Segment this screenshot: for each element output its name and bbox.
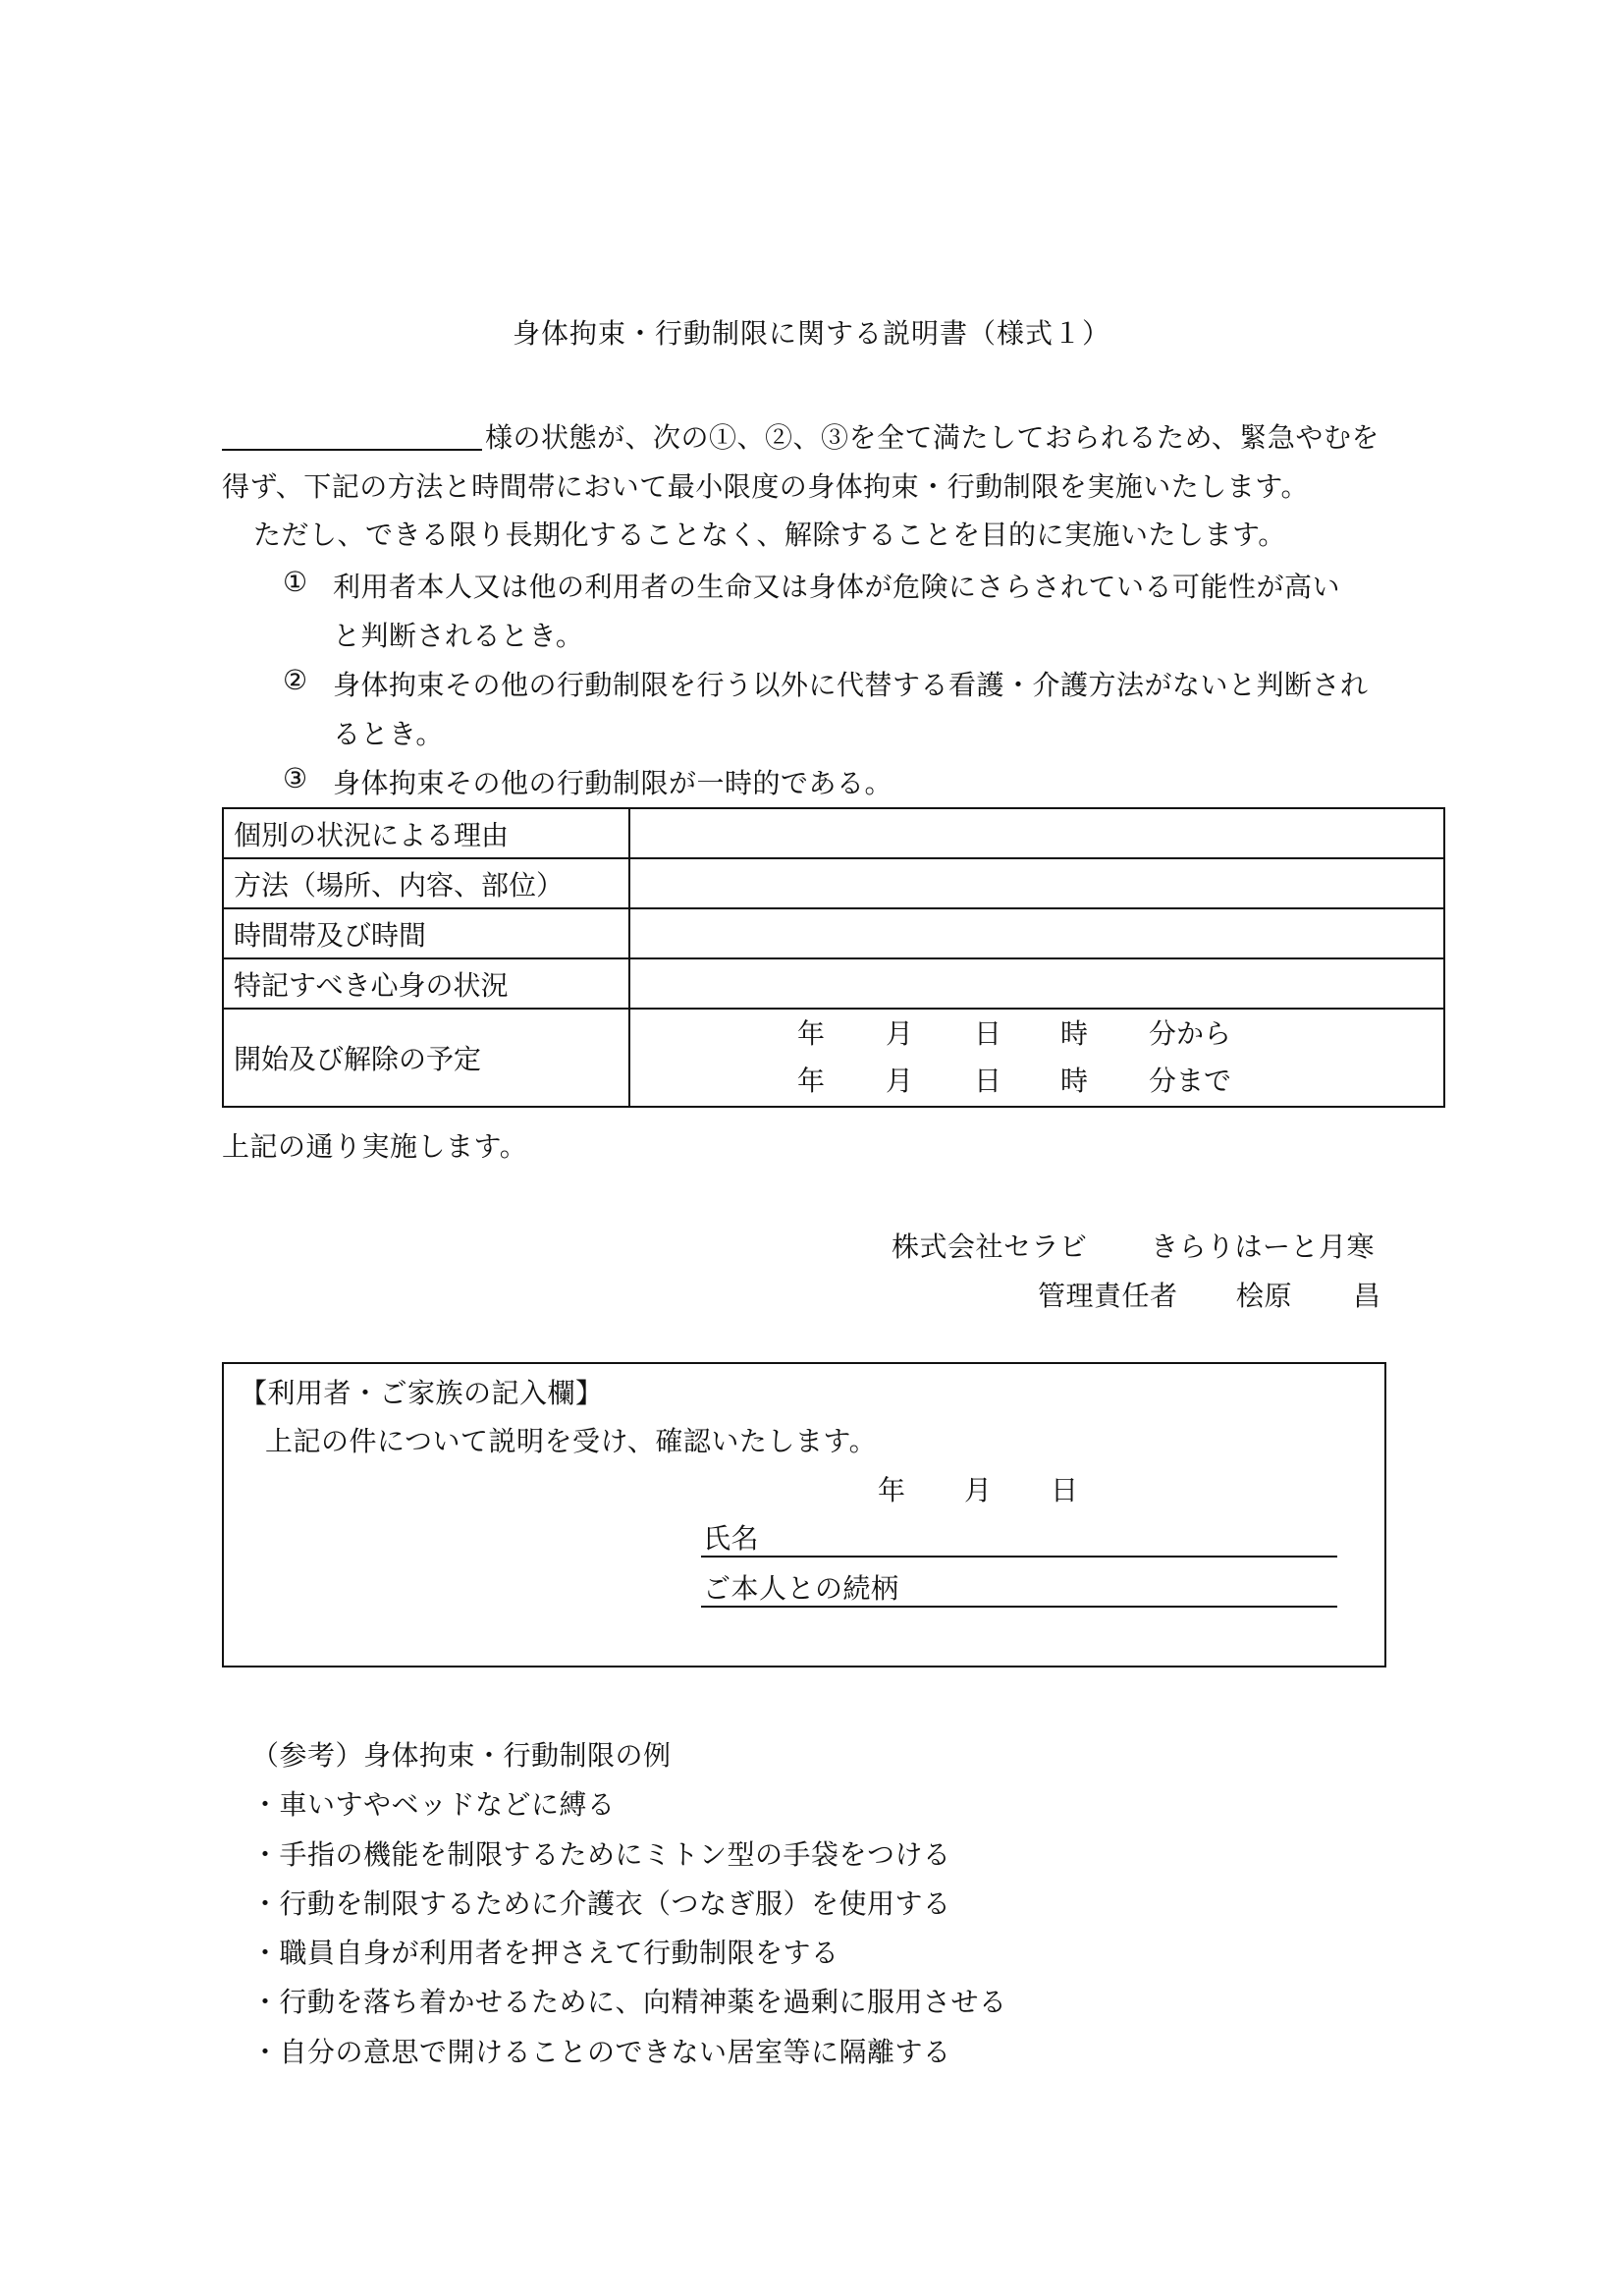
manager-role: 管理責任者 <box>1038 1280 1178 1312</box>
reason-label: 個別の状況による理由 <box>223 808 629 858</box>
start-day-unit: 日 <box>974 1017 1002 1050</box>
schedule-start-line <box>640 1011 1434 1058</box>
method-label: 方法（場所、内容、部位） <box>223 858 629 908</box>
end-year-unit: 年 <box>797 1065 826 1097</box>
mental-physical-condition-label: 特記すべき心身の状況 <box>223 958 629 1009</box>
table-row <box>223 908 1444 958</box>
family-day-unit: 日 <box>1051 1474 1079 1506</box>
reference-item: ・手指の機能を制限するためにミトン型の手袋をつける <box>251 1838 951 1871</box>
intro-line-1: 様の状態が、次の①、②、③を全て満たしておられるため、緊急やむを <box>485 421 1380 454</box>
table-row <box>223 858 1444 908</box>
family-statement: 上記の件について説明を受け、確認いたします。 <box>265 1425 878 1457</box>
condition-3-line-1: 身体拘束その他の行動制限が一時的である。 <box>333 767 893 799</box>
time-period-field[interactable] <box>629 908 1444 958</box>
start-minute-suffix: 分から <box>1149 1017 1232 1050</box>
manager-given-name: 昌 <box>1353 1280 1381 1312</box>
reference-item: ・自分の意思で開けることのできない居室等に隔離する <box>251 2036 951 2068</box>
patient-name-blank[interactable] <box>222 449 482 451</box>
restraint-details-table <box>222 807 1445 1108</box>
schedule-field[interactable] <box>629 1009 1444 1107</box>
reference-heading: （参考）身体拘束・行動制限の例 <box>251 1739 672 1772</box>
start-month-unit: 月 <box>886 1017 914 1050</box>
time-period-label: 時間帯及び時間 <box>223 908 629 958</box>
intro-line-3: ただし、できる限り長期化することなく、解除することを目的に実施いたします。 <box>253 519 1286 551</box>
family-entry-box <box>222 1362 1386 1667</box>
schedule-label: 開始及び解除の予定 <box>223 1009 629 1107</box>
end-month-unit: 月 <box>886 1065 914 1097</box>
start-year-unit: 年 <box>797 1017 826 1050</box>
reason-field[interactable] <box>629 808 1444 858</box>
end-hour-unit: 時 <box>1060 1065 1089 1097</box>
reference-item: ・行動を落ち着かせるために、向精神薬を過剰に服用させる <box>251 1986 1007 2018</box>
family-month-unit: 月 <box>964 1474 993 1506</box>
manager-surname: 桧原 <box>1236 1280 1293 1312</box>
mental-physical-condition-field[interactable] <box>629 958 1444 1009</box>
condition-3-number: ③ <box>283 762 308 794</box>
schedule-end-line <box>640 1058 1434 1105</box>
conclusion-text: 上記の通り実施します。 <box>222 1130 528 1163</box>
table-row <box>223 958 1444 1009</box>
relation-field[interactable] <box>701 1606 1337 1608</box>
condition-2-line-2: るとき。 <box>333 718 444 750</box>
facility-name: きらりはーと月寒 <box>1151 1230 1376 1263</box>
condition-1-line-2: と判断されるとき。 <box>333 620 584 652</box>
document-title: 身体拘束・行動制限に関する説明書（様式１） <box>512 317 1110 350</box>
end-minute-suffix: 分まで <box>1149 1065 1232 1097</box>
end-day-unit: 日 <box>974 1065 1002 1097</box>
intro-line-2: 得ず、下記の方法と時間帯において最小限度の身体拘束・行動制限を実施いたします。 <box>222 470 1310 503</box>
family-box-heading: 【利用者・ご家族の記入欄】 <box>240 1377 604 1409</box>
company-name: 株式会社セラビ <box>892 1230 1088 1263</box>
condition-2-number: ② <box>283 664 308 696</box>
condition-2-line-1: 身体拘束その他の行動制限を行う以外に代替する看護・介護方法がないと判断され <box>333 669 1369 701</box>
method-field[interactable] <box>629 858 1444 908</box>
family-name-field[interactable] <box>701 1556 1337 1558</box>
reference-item: ・職員自身が利用者を押さえて行動制限をする <box>251 1937 839 1969</box>
reference-item: ・行動を制限するために介護衣（つなぎ服）を使用する <box>251 1887 951 1920</box>
start-hour-unit: 時 <box>1060 1017 1089 1050</box>
table-row <box>223 1009 1444 1107</box>
family-year-unit: 年 <box>878 1474 906 1506</box>
family-name-label: 氏名 <box>703 1522 760 1555</box>
relation-label: ご本人との続柄 <box>703 1572 899 1605</box>
condition-1-line-1: 利用者本人又は他の利用者の生命又は身体が危険にさらされている可能性が高い <box>333 571 1341 603</box>
condition-1-number: ① <box>283 566 308 598</box>
table-row <box>223 808 1444 858</box>
reference-item: ・車いすやベッドなどに縛る <box>251 1788 616 1821</box>
